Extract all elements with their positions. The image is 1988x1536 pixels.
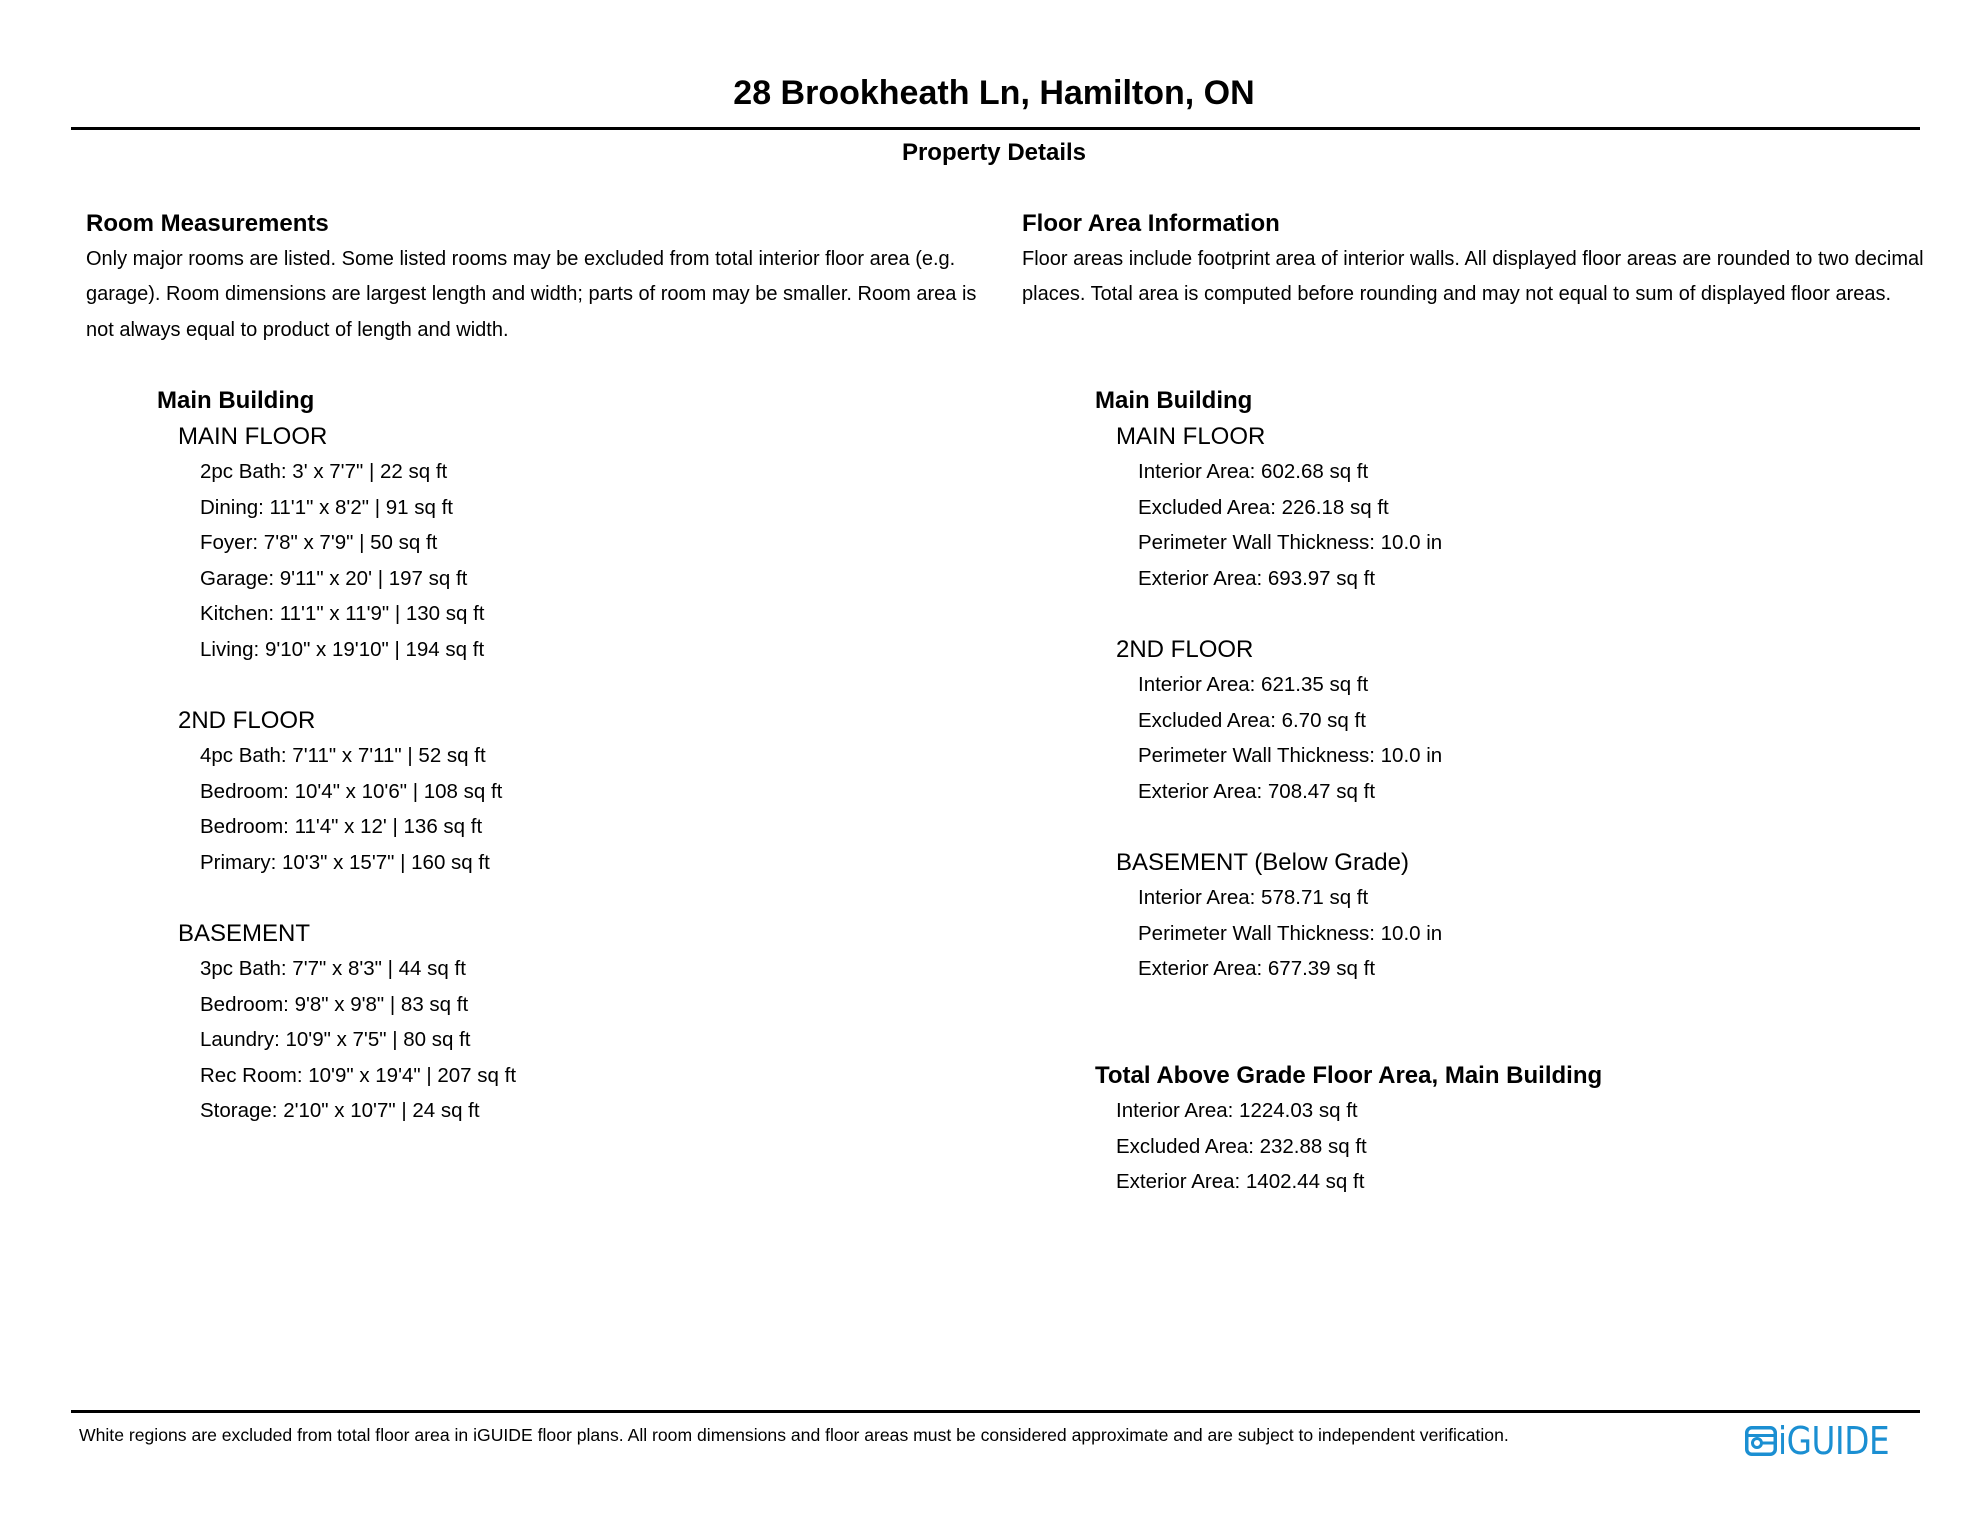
floor-name: BASEMENT <box>178 919 311 947</box>
floor-name: MAIN FLOOR <box>178 422 328 450</box>
iguide-logo-text: iGUIDE <box>1778 1419 1890 1463</box>
room-item: 3pc Bath: 7'7" x 8'3" | 44 sq ft <box>200 957 466 980</box>
page-subtitle: Property Details <box>901 139 1087 166</box>
room-item: Laundry: 10'9" x 7'5" | 80 sq ft <box>200 1028 471 1051</box>
room-item: Dining: 11'1" x 8'2" | 91 sq ft <box>200 495 453 519</box>
page-title: 28 Brookheath Ln, Hamilton, ON <box>733 74 1255 112</box>
area-item: Perimeter Wall Thickness: 10.0 in <box>1138 921 1443 945</box>
total-area-item: Excluded Area: 232.88 sq ft <box>1116 1134 1367 1158</box>
floor-name: 2ND FLOOR <box>1116 635 1254 663</box>
area-item: Perimeter Wall Thickness: 10.0 in <box>1138 744 1443 767</box>
iguide-camera-icon <box>1745 1426 1777 1456</box>
room-item: Storage: 2'10" x 10'7" | 24 sq ft <box>200 1099 480 1122</box>
floor-area-description: Floor areas include footprint area of interior walls. All displayed floor areas are rounded to two decimal places. Total area is computed before rounding and may not equal to sum of displayed floor areas. <box>1022 247 1924 305</box>
footer-disclaimer: White regions are excluded from total floor area in iGUIDE floor plans. All room dimensions and floor areas must be considered approximate and are subject to independent verification. <box>79 1425 1509 1445</box>
room-measurements-heading: Room Measurements <box>86 210 329 237</box>
room-item: Rec Room: 10'9" x 19'4" | 207 sq ft <box>200 1063 517 1087</box>
area-item: Interior Area: 578.71 sq ft <box>1138 886 1369 909</box>
total-area-heading: Total Above Grade Floor Area, Main Building <box>1095 1061 1603 1089</box>
room-item: Primary: 10'3" x 15'7" | 160 sq ft <box>200 850 490 874</box>
spacer <box>157 667 516 703</box>
room-item: Kitchen: 11'1" x 11'9" | 130 sq ft <box>200 602 485 625</box>
spacer <box>157 880 516 916</box>
room-item: Bedroom: 11'4" x 12' | 136 sq ft <box>200 815 483 838</box>
building-name: Main Building <box>157 387 315 414</box>
spacer <box>1095 809 1602 845</box>
total-area-item: Interior Area: 1224.03 sq ft <box>1116 1099 1358 1122</box>
room-item: Foyer: 7'8" x 7'9" | 50 sq ft <box>200 531 438 554</box>
room-item: Bedroom: 10'4" x 10'6" | 108 sq ft <box>200 779 503 803</box>
floor-name: MAIN FLOOR <box>1116 422 1266 450</box>
footer-divider <box>71 1410 1920 1413</box>
floor-area-list <box>1095 383 1602 1200</box>
area-item: Interior Area: 621.35 sq ft <box>1138 673 1369 696</box>
area-item: Interior Area: 602.68 sq ft <box>1138 460 1369 483</box>
total-area-item: Exterior Area: 1402.44 sq ft <box>1116 1170 1365 1193</box>
area-item: Excluded Area: 6.70 sq ft <box>1138 708 1366 732</box>
area-item: Exterior Area: 708.47 sq ft <box>1138 779 1376 803</box>
iguide-logo <box>1745 1419 1907 1463</box>
area-item: Exterior Area: 693.97 sq ft <box>1138 566 1376 590</box>
building-name: Main Building <box>1095 387 1253 414</box>
room-item: Living: 9'10" x 19'10" | 194 sq ft <box>200 637 485 661</box>
floor-area-heading: Floor Area Information <box>1022 210 1280 237</box>
area-item: Exterior Area: 677.39 sq ft <box>1138 957 1376 980</box>
spacer <box>1095 987 1602 1058</box>
room-item: 2pc Bath: 3' x 7'7" | 22 sq ft <box>200 460 448 483</box>
area-item: Excluded Area: 226.18 sq ft <box>1138 495 1389 519</box>
floor-name: BASEMENT (Below Grade) <box>1116 848 1409 876</box>
room-measurements-intro <box>86 206 986 348</box>
room-item: 4pc Bath: 7'11" x 7'11" | 52 sq ft <box>200 744 486 767</box>
room-item: Garage: 9'11" x 20' | 197 sq ft <box>200 566 468 590</box>
area-item: Perimeter Wall Thickness: 10.0 in <box>1138 531 1443 554</box>
room-item: Bedroom: 9'8" x 9'8" | 83 sq ft <box>200 992 469 1016</box>
room-measurements-list <box>157 383 516 1129</box>
spacer <box>1095 596 1602 632</box>
floor-area-intro <box>1022 206 1932 313</box>
room-measurements-description: Only major rooms are listed. Some listed rooms may be excluded from total interior floor area (e.g. garage). Room dimensions are largest length and width; parts of room may be smaller. Room area is not always equal to product of length and width. <box>86 247 977 341</box>
header-divider <box>71 127 1920 130</box>
floor-name: 2ND FLOOR <box>178 706 316 734</box>
